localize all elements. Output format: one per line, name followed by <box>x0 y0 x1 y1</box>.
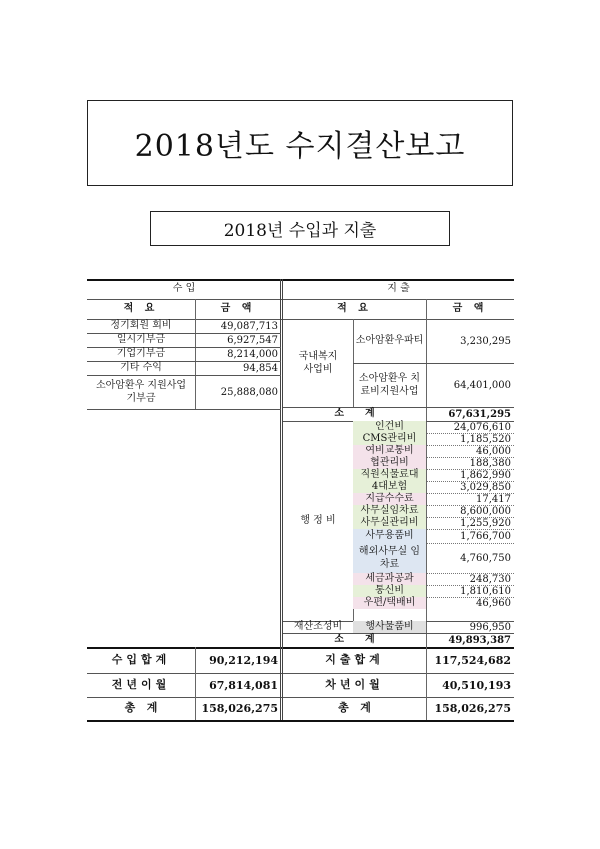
expense-item-label: 직원식물료대 <box>353 469 426 481</box>
expense-item-label: 사무실관리비 <box>353 517 426 529</box>
expense-item-label: 사무실임차료 <box>353 505 426 517</box>
income-total-label: 수입합계 <box>111 652 171 666</box>
income-row-label: 기업기부금 <box>116 348 166 360</box>
report-title-box <box>87 100 513 186</box>
expense-item-label: CMS관리비 <box>353 433 426 445</box>
expense-group-domestic-welfare: 국내복지 사업비 <box>298 350 338 375</box>
expense-col-amount: 금 액 <box>452 303 488 315</box>
expense-item-label: 여비교통비 <box>353 445 426 457</box>
expense-col-item: 적 요 <box>337 303 372 315</box>
expense-item-amount: 3,230,295 <box>460 335 511 347</box>
expense-item-amount: 17,417 <box>476 493 511 505</box>
income-row-amount: 8,214,000 <box>227 348 278 360</box>
grand-total-label-left: 총 계 <box>124 701 158 715</box>
expense-item-amount: 1,255,920 <box>460 517 511 529</box>
income-row-label: 일시기부금 <box>116 334 166 346</box>
expense-item-label: 소아암환우파티 <box>355 335 424 347</box>
expense-group-asset: 재산조성비 <box>293 621 343 633</box>
expense-item-amount: 1,766,700 <box>460 530 511 542</box>
expense-item-amount: 46,960 <box>476 597 511 609</box>
expense-item-amount: 188,380 <box>469 457 511 469</box>
income-row-label: 소아암환우 지원사업 기부금 <box>95 379 187 404</box>
income-row-amount: 94,854 <box>243 362 278 374</box>
income-col-item: 적 요 <box>123 303 159 315</box>
expense-item-label: 협관리비 <box>353 457 426 469</box>
expense-item-amount: 64,401,000 <box>453 379 511 391</box>
expense-total-label: 지출합계 <box>325 652 384 666</box>
expense-item-label: 인건비 <box>353 421 426 433</box>
expense-item-amount: 4,760,750 <box>460 552 511 564</box>
expense-group-admin: 행 정 비 <box>300 515 336 527</box>
prev-carry-amount: 67,814,081 <box>209 678 278 692</box>
expense-subtotal-amount: 67,631,295 <box>448 408 511 420</box>
income-total-amount: 90,212,194 <box>209 653 278 667</box>
expense-subtotal-amount: 49,893,387 <box>448 634 511 646</box>
expense-item-amount: 1,862,990 <box>460 469 511 481</box>
expense-item-label: 사무용품비 <box>353 529 426 543</box>
report-subtitle: 2018년 수입과 지출 <box>223 221 377 241</box>
expense-item-label: 지급수수료 <box>353 493 426 505</box>
expense-item-amount: 8,600,000 <box>460 505 511 517</box>
grand-total-label-right: 총 계 <box>338 701 371 715</box>
grand-total-amount-right: 158,026,275 <box>434 702 511 715</box>
budget-table <box>87 279 514 720</box>
expense-item-label: 소아암환우 치료비지원사업 <box>358 372 421 397</box>
prev-carry-label: 전년이월 <box>111 677 171 691</box>
expense-item-amount: 1,185,520 <box>460 433 511 445</box>
expense-total-amount: 117,524,682 <box>434 653 511 667</box>
income-col-amount: 금 액 <box>220 303 256 315</box>
expense-item-label: 통신비 <box>353 585 426 597</box>
expense-item-label: 우편/택배비 <box>353 597 426 609</box>
expense-item-label: 행사물품비 <box>353 621 426 633</box>
expense-subtotal-label: 소 계 <box>334 408 375 420</box>
grand-total-amount-left: 158,026,275 <box>201 702 278 715</box>
expense-header: 지 출 <box>387 283 410 295</box>
income-row-amount: 49,087,713 <box>220 320 278 332</box>
income-row-label: 기타 수익 <box>120 362 162 374</box>
expense-item-label: 해외사무실 임차료 <box>353 543 426 573</box>
expense-item-amount: 248,730 <box>469 573 511 585</box>
expense-subtotal-label: 소 계 <box>334 634 375 646</box>
expense-item-amount: 996,950 <box>469 621 511 633</box>
expense-item-label: 4대보험 <box>353 481 426 493</box>
expense-item-amount: 3,029,850 <box>460 481 511 493</box>
expense-item-amount: 46,000 <box>476 445 511 457</box>
income-row-amount: 6,927,547 <box>227 334 278 346</box>
income-header: 수 입 <box>172 283 196 295</box>
income-row-amount: 25,888,080 <box>220 386 278 398</box>
report-title: 2018년도 수지결산보고 <box>134 129 466 164</box>
expense-item-amount: 1,810,610 <box>460 585 511 597</box>
next-carry-label: 차년이월 <box>325 677 384 691</box>
expense-item-amount: 24,076,610 <box>453 421 511 433</box>
income-row-label: 정기회원 회비 <box>110 320 172 332</box>
report-subtitle-box <box>150 211 450 246</box>
next-carry-amount: 40,510,193 <box>442 678 511 692</box>
expense-item-label: 세금과공과 <box>353 573 426 585</box>
